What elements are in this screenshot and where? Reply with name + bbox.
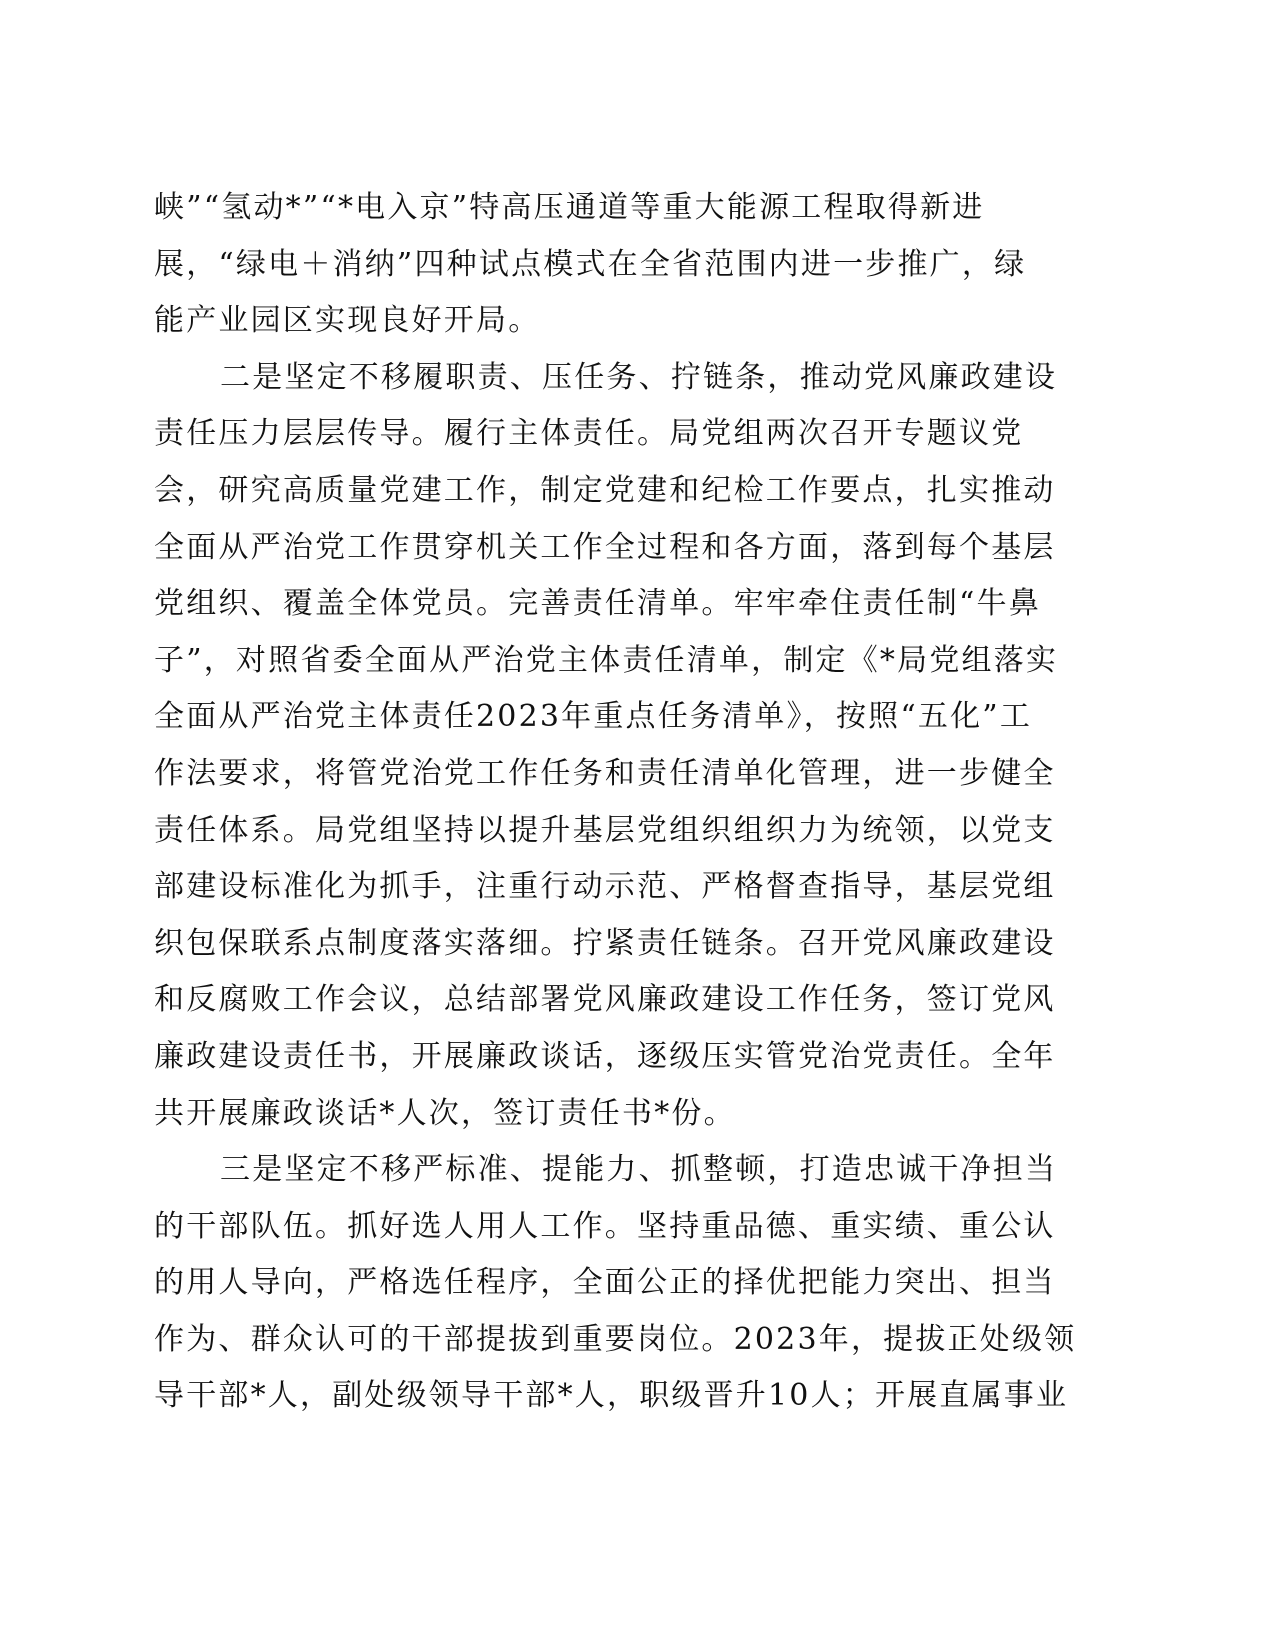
paragraph-2-first-line: 二是坚定不移履职责、压任务、拧链条，推动党风廉政建设 — [220, 359, 1058, 395]
document-body — [154, 180, 1104, 1425]
text-line-14: 织包保联系点制度落实落细。拧紧责任链条。召开党风廉政建设 — [154, 925, 1056, 961]
text-line-16: 廉政建设责任书，开展廉政谈话，逐级压实管党治党责任。全年 — [154, 1038, 1056, 1074]
text-line-15: 和反腐败工作会议，总结部署党风廉政建设工作任务，签订党风 — [154, 982, 1056, 1018]
text-line-9: 子”，对照省委全面从严治党主体责任清单，制定《*局党组落实 — [154, 642, 1059, 678]
text-line-8: 党组织、覆盖全体党员。完善责任清单。牢牢牵住责任制“牛鼻 — [154, 586, 1041, 622]
text-line-2: 展，“绿电＋消纳”四种试点模式在全省范围内进一步推广，绿 — [154, 246, 1027, 282]
text-line-12: 责任体系。局党组坚持以提升基层党组织组织力为统领，以党支 — [154, 812, 1056, 848]
text-line-6: 会，研究高质量党建工作，制定党建和纪检工作要点，扎实推动 — [154, 472, 1056, 508]
text-line-11: 作法要求，将管党治党工作任务和责任清单化管理，进一步健全 — [154, 755, 1056, 791]
text-line-19: 的干部队伍。抓好选人用人工作。坚持重品德、重实绩、重公认 — [154, 1208, 1056, 1244]
text-line-13: 部建设标准化为抓手，注重行动示范、严格督查指导，基层党组 — [154, 869, 1056, 905]
text-line-10: 全面从严治党主体责任2023年重点任务清单》，按照“五化”工 — [154, 699, 1033, 735]
text-line-1: 峡”“氢动*”“*电入京”特高压通道等重大能源工程取得新进 — [154, 190, 985, 225]
text-line-22: 导干部*人，副处级领导干部*人，职级晋升10人；开展直属事业 — [154, 1378, 1069, 1414]
text-line-20: 的用人导向，严格选任程序，全面公正的择优把能力突出、担当 — [154, 1265, 1056, 1301]
text-line-17: 共开展廉政谈话*人次，签订责任书*份。 — [154, 1095, 736, 1131]
text-line-21: 作为、群众认可的干部提拔到重要岗位。2023年，提拔正处级领 — [154, 1321, 1077, 1357]
text-line-7: 全面从严治党工作贯穿机关工作全过程和各方面，落到每个基层 — [154, 529, 1056, 565]
paragraph-3-first-line: 三是坚定不移严标准、提能力、抓整顿，打造忠诚干净担当 — [220, 1152, 1058, 1188]
text-line-3: 能产业园区实现良好开局。 — [154, 303, 541, 339]
text-line-5: 责任压力层层传导。履行主体责任。局党组两次召开专题议党 — [154, 416, 1024, 452]
